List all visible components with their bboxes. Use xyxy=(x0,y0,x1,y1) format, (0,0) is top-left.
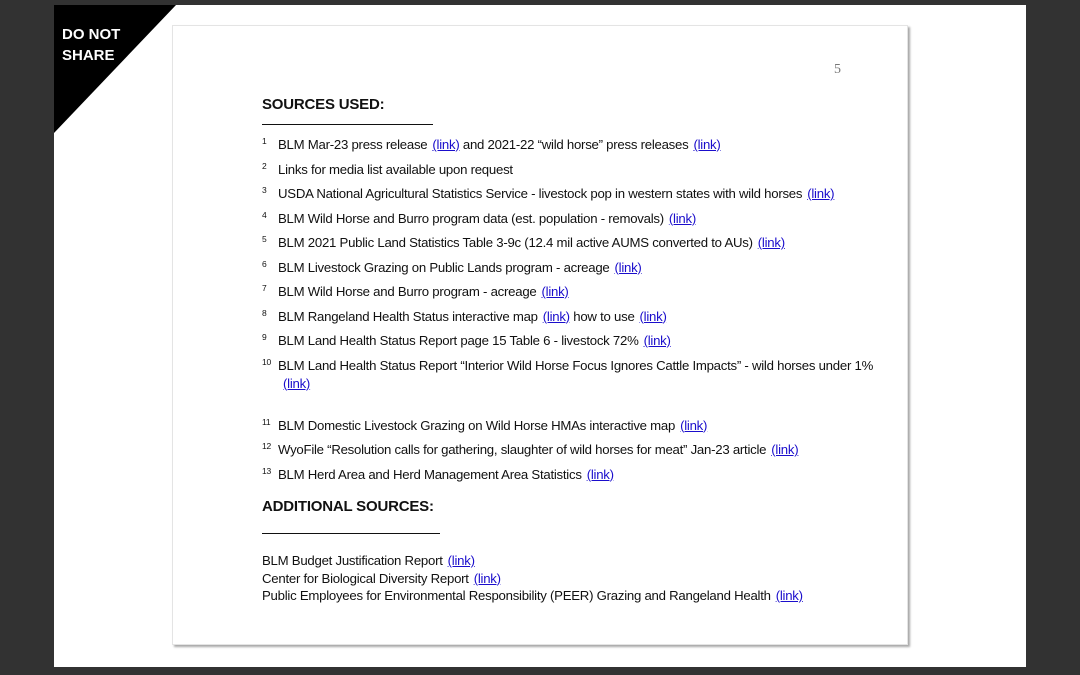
source-text: BLM 2021 Public Land Statistics Table 3-9c (12.4 mil active AUMS converted to AUs) xyxy=(278,235,753,250)
footnote-number: 1 xyxy=(262,136,267,146)
source-link[interactable]: (link) xyxy=(541,284,569,299)
source-text: Center for Biological Diversity Report xyxy=(262,570,469,586)
source-text: BLM Wild Horse and Burro program - acreage xyxy=(278,284,537,299)
footnote-number: 9 xyxy=(262,332,267,342)
source-link[interactable]: (link) xyxy=(283,375,311,391)
additional-sources-heading: ADDITIONAL SOURCES: xyxy=(262,498,434,515)
source-item xyxy=(262,308,882,326)
source-item xyxy=(262,259,882,277)
source-item xyxy=(262,136,882,154)
document-page xyxy=(172,25,908,645)
source-link[interactable]: (link) xyxy=(668,210,696,226)
source-item xyxy=(262,283,882,301)
source-link[interactable]: (link) xyxy=(473,570,501,586)
source-item xyxy=(262,161,882,179)
source-item xyxy=(262,332,882,350)
source-text: BLM Budget Justification Report xyxy=(262,553,443,568)
footnote-number: 4 xyxy=(262,209,267,220)
footnote-number: 13 xyxy=(262,465,271,476)
source-link[interactable]: (link) xyxy=(447,553,475,568)
footnote-number: 8 xyxy=(262,307,267,318)
source-text: how to use xyxy=(569,308,635,324)
source-item xyxy=(262,185,882,203)
source-text: BLM Herd Area and Herd Management Area Statistics xyxy=(278,466,582,482)
source-text: and 2021-22 “wild horse” press releases xyxy=(459,137,689,152)
source-text: USDA National Agricultural Statistics Service - livestock pop in western states with wild horses xyxy=(278,186,803,201)
source-link[interactable]: (link) xyxy=(757,235,785,250)
source-item xyxy=(262,441,882,459)
sources-list xyxy=(262,136,882,484)
source-link[interactable]: (link) xyxy=(680,417,708,433)
source-link[interactable]: (link) xyxy=(432,137,460,152)
source-item xyxy=(262,466,882,484)
source-text: BLM Land Health Status Report page 15 Table 6 - livestock 72% xyxy=(278,333,639,348)
source-link[interactable]: (link) xyxy=(807,186,835,201)
page-number: 5 xyxy=(834,62,841,77)
footnote-number: 5 xyxy=(262,234,267,244)
footnote-number: 2 xyxy=(262,160,267,171)
source-text: BLM Land Health Status Report “Interior Wild Horse Focus Ignores Cattle Impacts” - wild horses under 1% xyxy=(278,357,874,373)
source-item xyxy=(262,234,882,252)
additional-sources-list xyxy=(262,552,882,605)
do-not-share-label: DO NOT SHARE xyxy=(62,26,121,64)
sources-used-heading: SOURCES USED: xyxy=(262,96,385,113)
source-link[interactable]: (link) xyxy=(771,442,799,457)
footnote-number: 6 xyxy=(262,258,267,269)
heading-underline xyxy=(262,533,440,534)
additional-source-item xyxy=(262,570,882,588)
heading-underline xyxy=(262,124,433,125)
source-text: Public Employees for Environmental Responsibility (PEER) Grazing and Rangeland Health xyxy=(262,588,771,603)
source-item xyxy=(262,357,882,393)
source-item xyxy=(262,210,882,228)
source-text: BLM Livestock Grazing on Public Lands program - acreage xyxy=(278,259,610,275)
source-link[interactable]: (link) xyxy=(639,308,667,324)
additional-source-item xyxy=(262,587,882,605)
additional-source-item xyxy=(262,552,882,570)
source-link[interactable]: (link) xyxy=(542,308,570,324)
source-link[interactable]: (link) xyxy=(614,259,642,275)
source-link[interactable]: (link) xyxy=(643,333,671,348)
source-link[interactable]: (link) xyxy=(775,588,803,603)
footnote-number: 10 xyxy=(262,356,271,367)
footnote-number: 3 xyxy=(262,185,267,195)
source-text: BLM Rangeland Health Status interactive map xyxy=(278,308,538,324)
footnote-number: 12 xyxy=(262,441,271,451)
source-text: Links for media list available upon request xyxy=(278,161,513,177)
source-link[interactable]: (link) xyxy=(693,137,721,152)
source-link[interactable]: (link) xyxy=(586,466,614,482)
source-item xyxy=(262,417,882,435)
footnote-number: 11 xyxy=(262,416,271,427)
source-text: BLM Domestic Livestock Grazing on Wild Horse HMAs interactive map xyxy=(278,417,676,433)
document-frame xyxy=(54,5,1026,667)
source-text: BLM Mar-23 press release xyxy=(278,137,428,152)
source-text: WyoFile “Resolution calls for gathering, slaughter of wild horses for meat” Jan-23 article xyxy=(278,442,767,457)
source-text: BLM Wild Horse and Burro program data (est. population - removals) xyxy=(278,210,664,226)
footnote-number: 7 xyxy=(262,283,267,293)
